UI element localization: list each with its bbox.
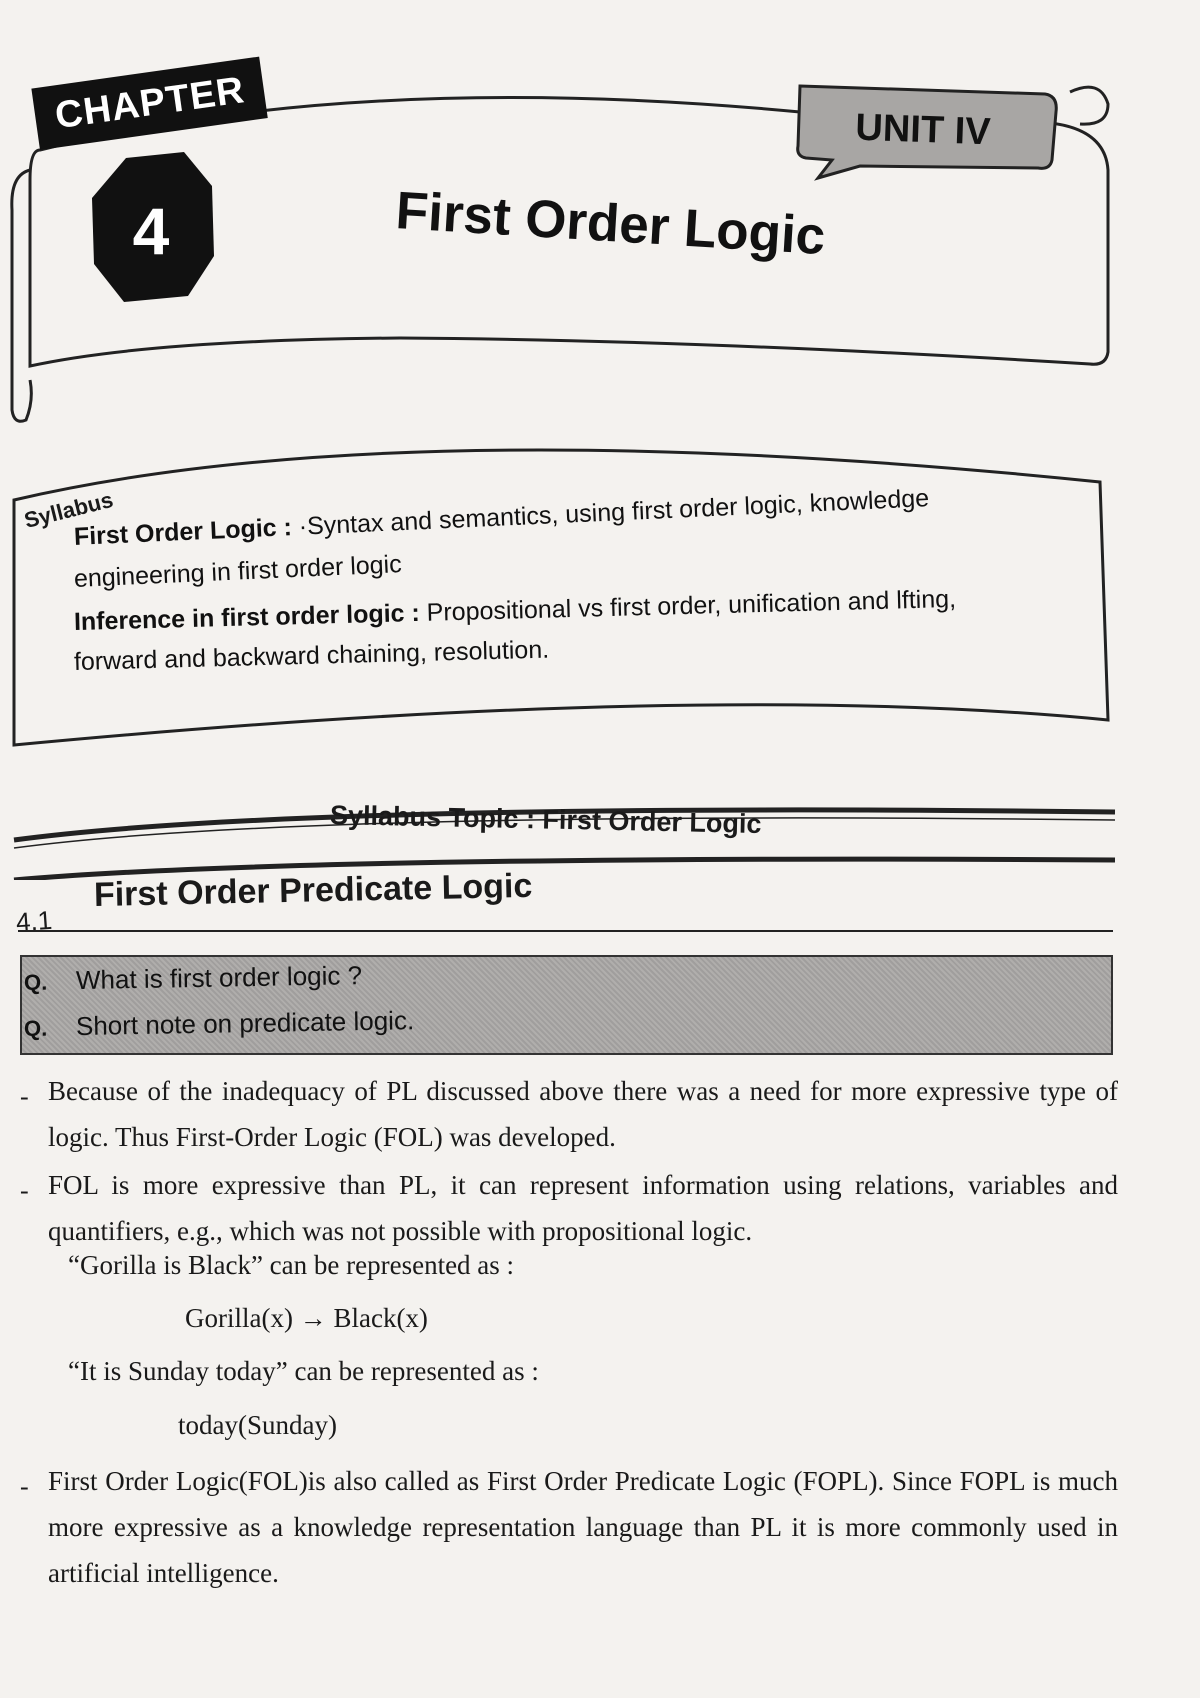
example-1-formula: Gorilla(x) → Black(x) bbox=[185, 1303, 428, 1333]
example-2-formula: today(Sunday) bbox=[178, 1410, 337, 1440]
scroll-left-curl bbox=[12, 170, 32, 421]
bullet-1-dash: - bbox=[20, 1082, 29, 1111]
chapter-number: 4 bbox=[132, 194, 170, 268]
syllabus-inference-text: Propositional vs first order, unification and lfting, bbox=[419, 584, 957, 627]
syllabus-topic: Syllabus Topic : First Order Logic bbox=[329, 800, 762, 840]
section-rule bbox=[18, 930, 1113, 932]
example-2-label: “It is Sunday today” can be represented as : bbox=[68, 1356, 539, 1386]
unit-label: UNIT IV bbox=[854, 106, 992, 154]
paragraph-2: FOL is more expressive than PL, it can represent information using relations, variables and quantifiers, e.g., which was not possible with propositional logic. bbox=[48, 1170, 1118, 1246]
scroll-right-curl bbox=[1070, 87, 1108, 124]
paragraph-1: Because of the inadequacy of PL discussed above there was a need for more expressive type of logic. Thus First-Order Logic (FOL) was developed. bbox=[48, 1076, 1118, 1152]
question-1-mark: Q. bbox=[23, 969, 48, 995]
syllabus-fol-label: First Order Logic : bbox=[73, 513, 293, 551]
bullet-3-dash: - bbox=[20, 1472, 29, 1501]
syllabus-line-4: forward and backward chaining, resolution. bbox=[73, 635, 550, 676]
question-1-text: What is first order logic ? bbox=[75, 960, 363, 996]
example-1-label: “Gorilla is Black” can be represented as : bbox=[68, 1250, 515, 1280]
question-2-mark: Q. bbox=[23, 1015, 48, 1041]
chapter-title: First Order Logic bbox=[394, 181, 827, 267]
chapter-label: CHAPTER bbox=[31, 57, 267, 150]
syllabus-fol-text: ·Syntax and semantics, using first order logic, knowledge bbox=[291, 484, 930, 542]
section-number: 4.1 bbox=[14, 904, 54, 938]
syllabus-line-2: engineering in first order logic bbox=[73, 550, 403, 593]
section-title: First Order Predicate Logic bbox=[93, 866, 533, 914]
question-1 bbox=[24, 960, 363, 997]
question-2-text: Short note on predicate logic. bbox=[75, 1005, 415, 1042]
paragraph-3: First Order Logic(FOL)is also called as First Order Predicate Logic (FOPL). Since FOPL is much more expressive as a knowledge representation language than PL it is more commonly used in artificial intelligence. bbox=[48, 1466, 1118, 1588]
bullet-2-dash: - bbox=[20, 1176, 29, 1205]
syllabus-heading: Syllabus bbox=[21, 486, 116, 534]
syllabus-inference-label: Inference in first order logic : bbox=[73, 598, 421, 636]
